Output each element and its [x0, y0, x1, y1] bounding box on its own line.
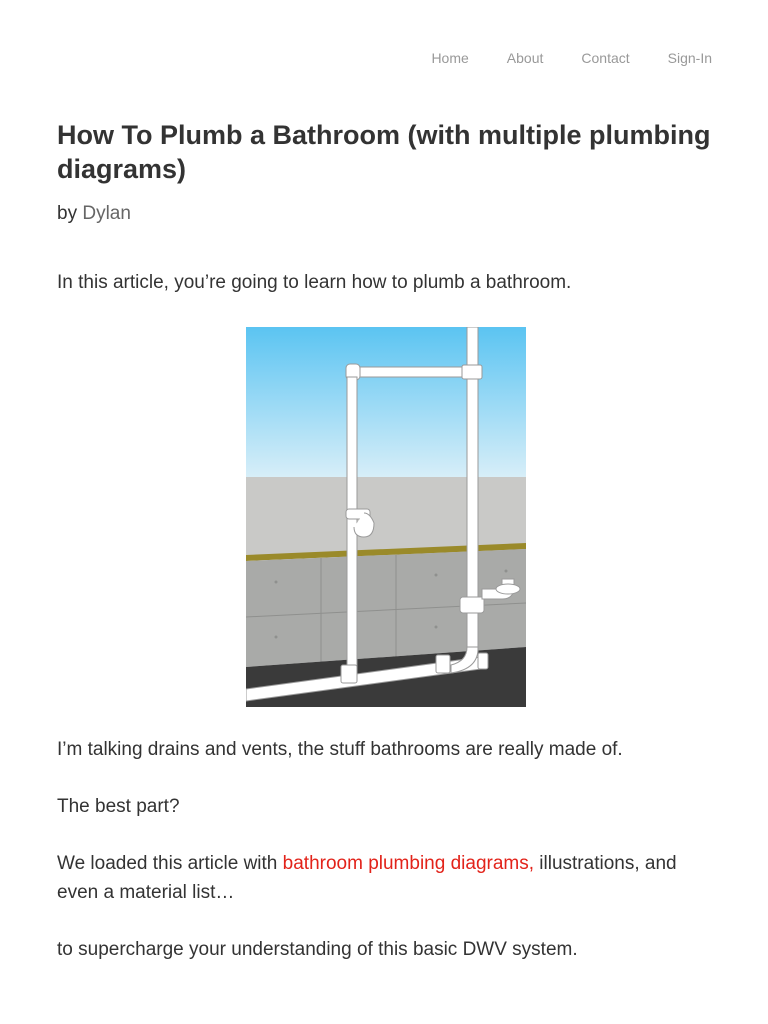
top-nav — [431, 50, 712, 66]
nav-about-link[interactable]: About — [506, 50, 544, 66]
author-link[interactable]: Dylan — [82, 203, 131, 224]
paragraph-drains: I’m talking drains and vents, the stuff bathrooms are really made of. — [57, 739, 623, 760]
nav-home-link[interactable]: Home — [431, 50, 469, 66]
byline-label: by — [57, 203, 78, 224]
paragraph-diagrams-tail: illustrations, and even a material list… — [57, 853, 677, 903]
paragraph-diagrams — [57, 849, 717, 907]
byline — [57, 202, 717, 226]
article-content — [57, 118, 717, 964]
plumbing-illustration — [246, 327, 526, 707]
bathroom-diagrams-link[interactable]: bathroom plumbing diagrams, — [282, 853, 535, 874]
paragraph-dwv: to supercharge your understanding of this basic DWV system. — [57, 939, 578, 960]
intro-paragraph: In this article, you’re going to learn how to plumb a bathroom. — [57, 272, 572, 293]
paragraph-diagrams-lead: We loaded this article with — [57, 853, 283, 874]
article-title: How To Plumb a Bathroom (with multiple plumbing diagrams) — [57, 120, 711, 184]
paragraph-best-part: The best part? — [57, 796, 180, 817]
nav-contact-link[interactable]: Contact — [581, 50, 630, 66]
plumbing-diagram-image — [246, 327, 526, 707]
nav-signin-link[interactable]: Sign-In — [667, 50, 712, 66]
